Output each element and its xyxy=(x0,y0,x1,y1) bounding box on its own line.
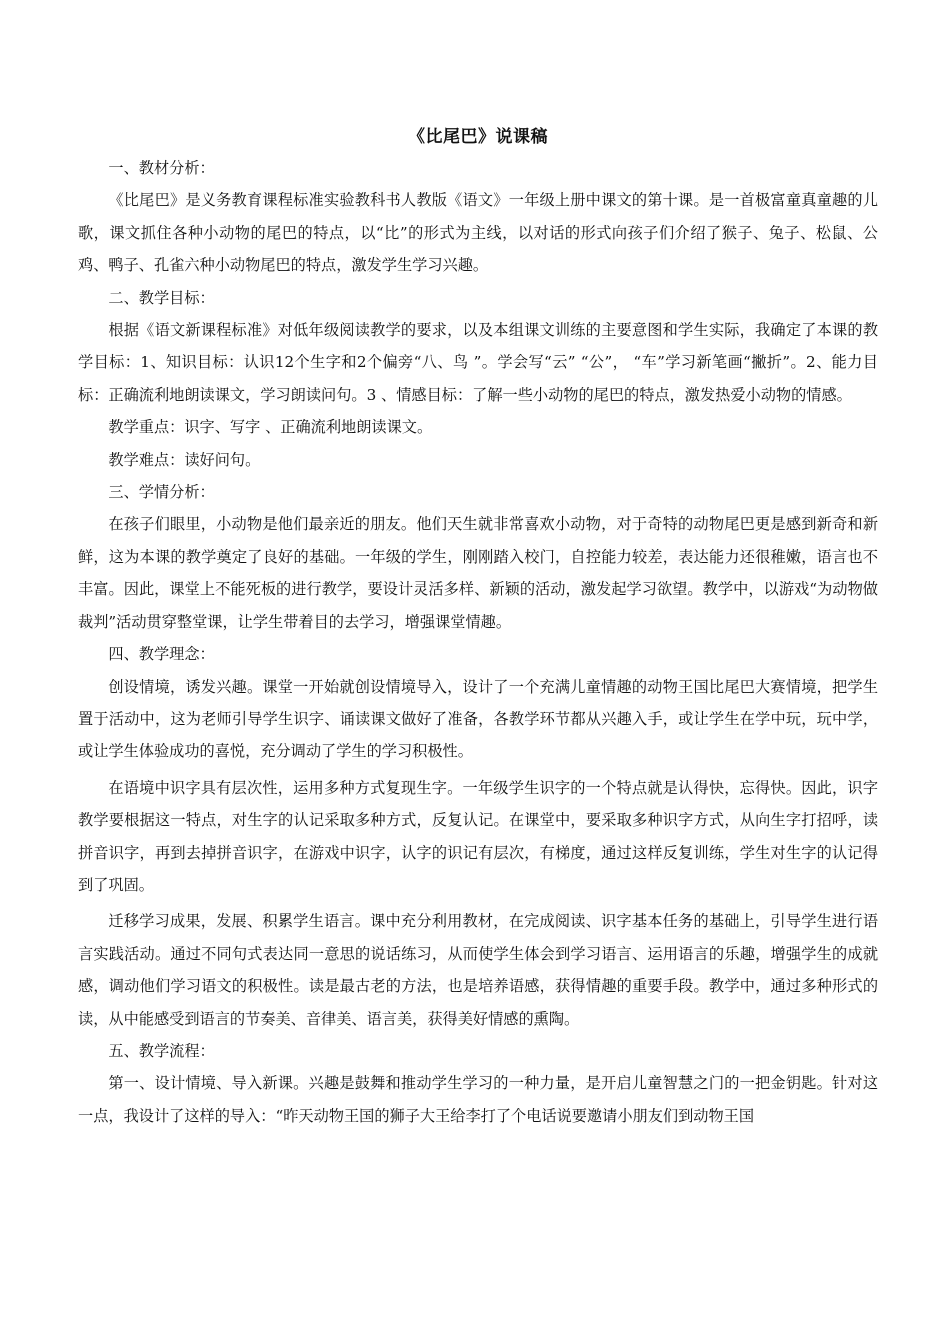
document-title: 《比尾巴》说课稿 xyxy=(408,127,548,147)
paragraph-textbook-analysis: 《比尾巴》是义务教育课程标准实验教科书人教版《语文》一年级上册中课文的第十课。是一首极富童真童趣的儿歌，课文抓住各种小动物的尾巴的特点，以“比”的形式为主线，以对话的形式向孩子们介绍了猴子、兔子、松鼠、公鸡、鸭子、孔雀六种小动物尾巴的特点，激发学生学习兴趣。 xyxy=(78,191,878,275)
paragraph-student-analysis: 在孩子们眼里，小动物是他们最亲近的朋友。他们天生就非常喜欢小动物，对于奇特的动物尾巴更是感到新奇和新鲜，这为本课的教学奠定了良好的基础。一年级的学生，刚刚踏入校门，自控能力较差，表达能力还很稚嫩，语言也不丰富。因此，课堂上不能死板的进行教学，要设计灵活多样、新颖的活动，激发起学习欲望。教学中，以游戏“为动物做裁判”活动贯穿整堂课，让学生带着目的去学习，增强课堂情趣。 xyxy=(78,515,878,631)
paragraph-philosophy-1: 创设情境，诱发兴趣。课堂一开始就创设情境导入，设计了一个充满儿童情趣的动物王国比尾巴大赛情境，把学生置于活动中，这为老师引导学生识字、诵读课文做好了准备，各教学环节都从兴趣入手，或让学生在学中玩，玩中学，或让学生体验成功的喜悦，充分调动了学生的学习积极性。 xyxy=(78,677,878,761)
document-content xyxy=(78,152,878,1132)
paragraph-teaching-goals: 根据《语文新课程标准》对低年级阅读教学的要求，以及本组课文训练的主要意图和学生实际，我确定了本课的教学目标：1、知识目标：认识12个生字和2个偏旁“八、鸟 ”。学会写“云” “公”， “车”学习新笔画“撇折”。2、能力目标：正确流利地朗读课文，学习朗读问句。3 、情感目标：了解一些小动物的尾巴的特点，激发热爱小动物的情感。 xyxy=(78,321,878,404)
paragraph-philosophy-3: 迁移学习成果，发展、积累学生语言。课中充分利用教材，在完成阅读、识字基本任务的基础上，引导学生进行语言实践活动。通过不同句式表达同一意思的说话练习，从而使学生体会到学习语言、运用语言的乐趣，增强学生的成就感，调动他们学习语文的积极性。读是最古老的方法，也是培养语感，获得情趣的重要手段。教学中，通过多种形式的读，从中能感受到语言的节奏美、音律美、语言美，获得美好情感的熏陶。 xyxy=(78,912,878,1028)
paragraph-process-1: 第一、设计情境、导入新课。兴趣是鼓舞和推动学生学习的一种力量，是开启儿童智慧之门的一把金钥匙。针对这一点，我设计了这样的导入：“昨天动物王国的狮子大王给李打了个电话说要邀请小朋友们到动物王国 xyxy=(78,1074,878,1125)
paragraph-key-points: 教学重点：识字、写字 、正确流利地朗读课文。 xyxy=(108,418,433,437)
section-heading-teaching-process: 五、教学流程： xyxy=(108,1041,215,1060)
paragraph-difficulties: 教学难点：读好问句。 xyxy=(108,450,261,469)
section-heading-student-analysis: 三、学情分析： xyxy=(108,483,215,502)
document-body xyxy=(78,122,878,1132)
paragraph-philosophy-2: 在语境中识字具有层次性，运用多种方式复现生字。一年级学生识字的一个特点就是认得快，忘得快。因此，识字教学要根据这一特点，对生字的认记采取多种方式，反复认记。在课堂中，要采取多种识字方式，从向生字打招呼，读拼音识字，再到去掉拼音识字，在游戏中识字，认字的识记有层次，有梯度，通过这样反复训练，学生对生字的认记得到了巩固。 xyxy=(78,778,878,894)
section-heading-teaching-philosophy: 四、教学理念： xyxy=(108,645,215,664)
section-heading-textbook-analysis: 一、教材分析： xyxy=(108,159,215,177)
section-heading-teaching-goals: 二、教学目标： xyxy=(108,288,215,307)
